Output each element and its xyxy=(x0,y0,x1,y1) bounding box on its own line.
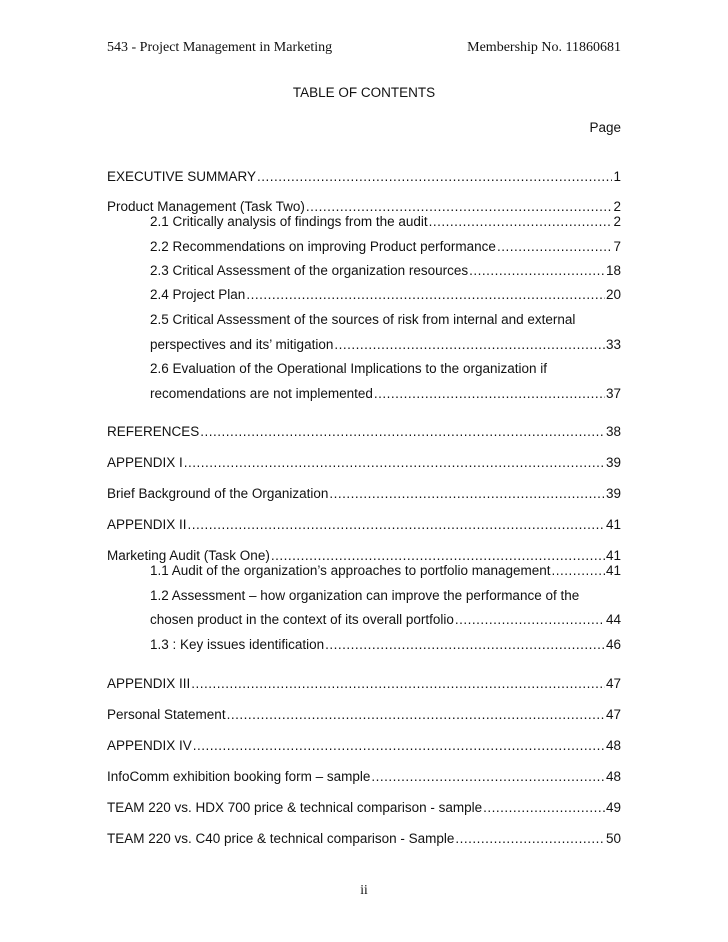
toc-entry-label: 2.5 Critical Assessment of the sources of risk from internal and external xyxy=(150,312,576,327)
toc-entry-1-1[interactable] xyxy=(150,562,621,580)
toc-entry-label: perspectives and its’ mitigation xyxy=(150,337,334,352)
toc-entry-team220-c40[interactable] xyxy=(107,830,621,848)
toc-entry-references[interactable] xyxy=(107,423,621,441)
toc-entry-label: EXECUTIVE SUMMARY xyxy=(107,169,257,184)
toc-entry-page: 20 xyxy=(605,287,621,302)
toc-leader-dots xyxy=(455,830,605,848)
toc-entry-page: 39 xyxy=(605,455,621,470)
toc-entry-label: 2.2 Recommendations on improving Product performance xyxy=(150,239,496,254)
toc-entry-appendix-iii[interactable] xyxy=(107,675,621,693)
toc-leader-dots xyxy=(200,423,605,441)
toc-entry-1-3[interactable] xyxy=(150,636,621,654)
toc-leader-dots xyxy=(227,706,605,724)
toc-entry-page: 2 xyxy=(613,199,621,214)
toc-leader-dots xyxy=(329,485,605,503)
toc-entry-label: 2.1 Critically analysis of findings from the audit xyxy=(150,214,428,229)
toc-entry-label: 1.1 Audit of the organization’s approaches to portfolio management xyxy=(150,563,551,578)
toc-entry-label: TEAM 220 vs. C40 price & technical comparison - Sample xyxy=(107,831,455,846)
toc-entry-1-2-line1[interactable] xyxy=(150,587,621,605)
toc-leader-dots xyxy=(334,336,605,354)
toc-entry-2-1[interactable] xyxy=(150,213,621,231)
toc-entry-page: 38 xyxy=(605,424,621,439)
toc-entry-1-2-line2[interactable] xyxy=(150,611,621,629)
toc-entry-label: Brief Background of the Organization xyxy=(107,486,329,501)
toc-leader-dots xyxy=(374,385,605,403)
toc-entry-personal-statement[interactable] xyxy=(107,706,621,724)
toc-leader-dots xyxy=(455,611,605,629)
toc-leader-dots xyxy=(552,562,605,580)
toc-leader-dots xyxy=(257,168,612,186)
toc-entry-page: 47 xyxy=(605,707,621,722)
toc-entry-label: chosen product in the context of its overall portfolio xyxy=(150,612,454,627)
toc-entry-page: 41 xyxy=(605,548,621,563)
header-membership-number: Membership No. 11860681 xyxy=(467,40,621,55)
toc-entry-label: Product Management (Task Two) xyxy=(107,199,305,214)
toc-leader-dots xyxy=(497,238,613,256)
toc-leader-dots xyxy=(371,768,605,786)
toc-entry-appendix-ii[interactable] xyxy=(107,516,621,534)
toc-entry-label: Marketing Audit (Task One) xyxy=(107,548,270,563)
toc-entry-page: 44 xyxy=(605,612,621,627)
toc-entry-label: APPENDIX I xyxy=(107,455,183,470)
toc-entry-appendix-iv[interactable] xyxy=(107,737,621,755)
toc-entry-2-6-line1[interactable] xyxy=(150,360,621,378)
toc-entry-label: 2.4 Project Plan xyxy=(150,287,246,302)
toc-entry-page: 1 xyxy=(613,169,621,184)
toc-entry-page: 39 xyxy=(605,486,621,501)
toc-entry-label: 1.2 Assessment – how organization can improve the performance of the xyxy=(150,588,580,603)
toc-entry-label: InfoComm exhibition booking form – sample xyxy=(107,769,371,784)
toc-entry-label: APPENDIX III xyxy=(107,676,191,691)
toc-entry-page: 46 xyxy=(605,637,621,652)
toc-entry-team220-hdx700[interactable] xyxy=(107,799,621,817)
toc-entry-label: recomendations are not implemented xyxy=(150,386,373,401)
toc-entry-page: 50 xyxy=(605,831,621,846)
toc-entry-page: 37 xyxy=(605,386,621,401)
toc-entry-page: 33 xyxy=(605,337,621,352)
toc-entry-label: APPENDIX IV xyxy=(107,738,192,753)
toc-entry-page: 18 xyxy=(605,263,621,278)
toc-leader-dots xyxy=(184,454,605,472)
toc-entry-executive-summary[interactable] xyxy=(107,168,621,186)
toc-leader-dots xyxy=(193,737,605,755)
toc-leader-dots xyxy=(188,516,605,534)
toc-leader-dots xyxy=(469,262,605,280)
toc-entry-2-2[interactable] xyxy=(150,238,621,256)
toc-entry-page: 41 xyxy=(605,563,621,578)
toc-leader-dots xyxy=(483,799,605,817)
header-course-title: 543 - Project Management in Marketing xyxy=(107,40,333,55)
page-column-label: Page xyxy=(589,120,621,135)
toc-entry-appendix-i[interactable] xyxy=(107,454,621,472)
toc-entry-page: 48 xyxy=(605,738,621,753)
toc-entry-page: 7 xyxy=(613,239,621,254)
page-number: ii xyxy=(360,882,368,897)
toc-entry-brief-background[interactable] xyxy=(107,485,621,503)
toc-entry-label: 1.3 : Key issues identification xyxy=(150,637,325,652)
toc-entry-infocomm-form[interactable] xyxy=(107,768,621,786)
toc-entry-page: 49 xyxy=(605,800,621,815)
toc-entry-label: APPENDIX II xyxy=(107,517,187,532)
page-header xyxy=(107,40,621,60)
toc-entry-page: 48 xyxy=(605,769,621,784)
toc-entry-label: REFERENCES xyxy=(107,424,200,439)
toc-entry-page: 41 xyxy=(605,517,621,532)
toc-leader-dots xyxy=(325,636,605,654)
toc-entry-label: Personal Statement xyxy=(107,707,226,722)
toc-title: TABLE OF CONTENTS xyxy=(292,85,436,100)
toc-entry-2-3[interactable] xyxy=(150,262,621,280)
toc-entry-2-5-line2[interactable] xyxy=(150,336,621,354)
toc-entry-page: 2 xyxy=(613,214,621,229)
toc-leader-dots xyxy=(429,213,613,231)
toc-leader-dots xyxy=(191,675,605,693)
toc-entry-label: 2.3 Critical Assessment of the organization resources xyxy=(150,263,469,278)
toc-entry-label: TEAM 220 vs. HDX 700 price & technical comparison - sample xyxy=(107,800,483,815)
toc-leader-dots xyxy=(246,286,605,304)
toc-entry-label: 2.6 Evaluation of the Operational Implications to the organization if xyxy=(150,361,547,376)
toc-entry-page: 47 xyxy=(605,676,621,691)
toc-entry-2-5-line1[interactable] xyxy=(150,311,621,329)
toc-entry-2-4[interactable] xyxy=(150,286,621,304)
toc-entry-2-6-line2[interactable] xyxy=(150,385,621,403)
